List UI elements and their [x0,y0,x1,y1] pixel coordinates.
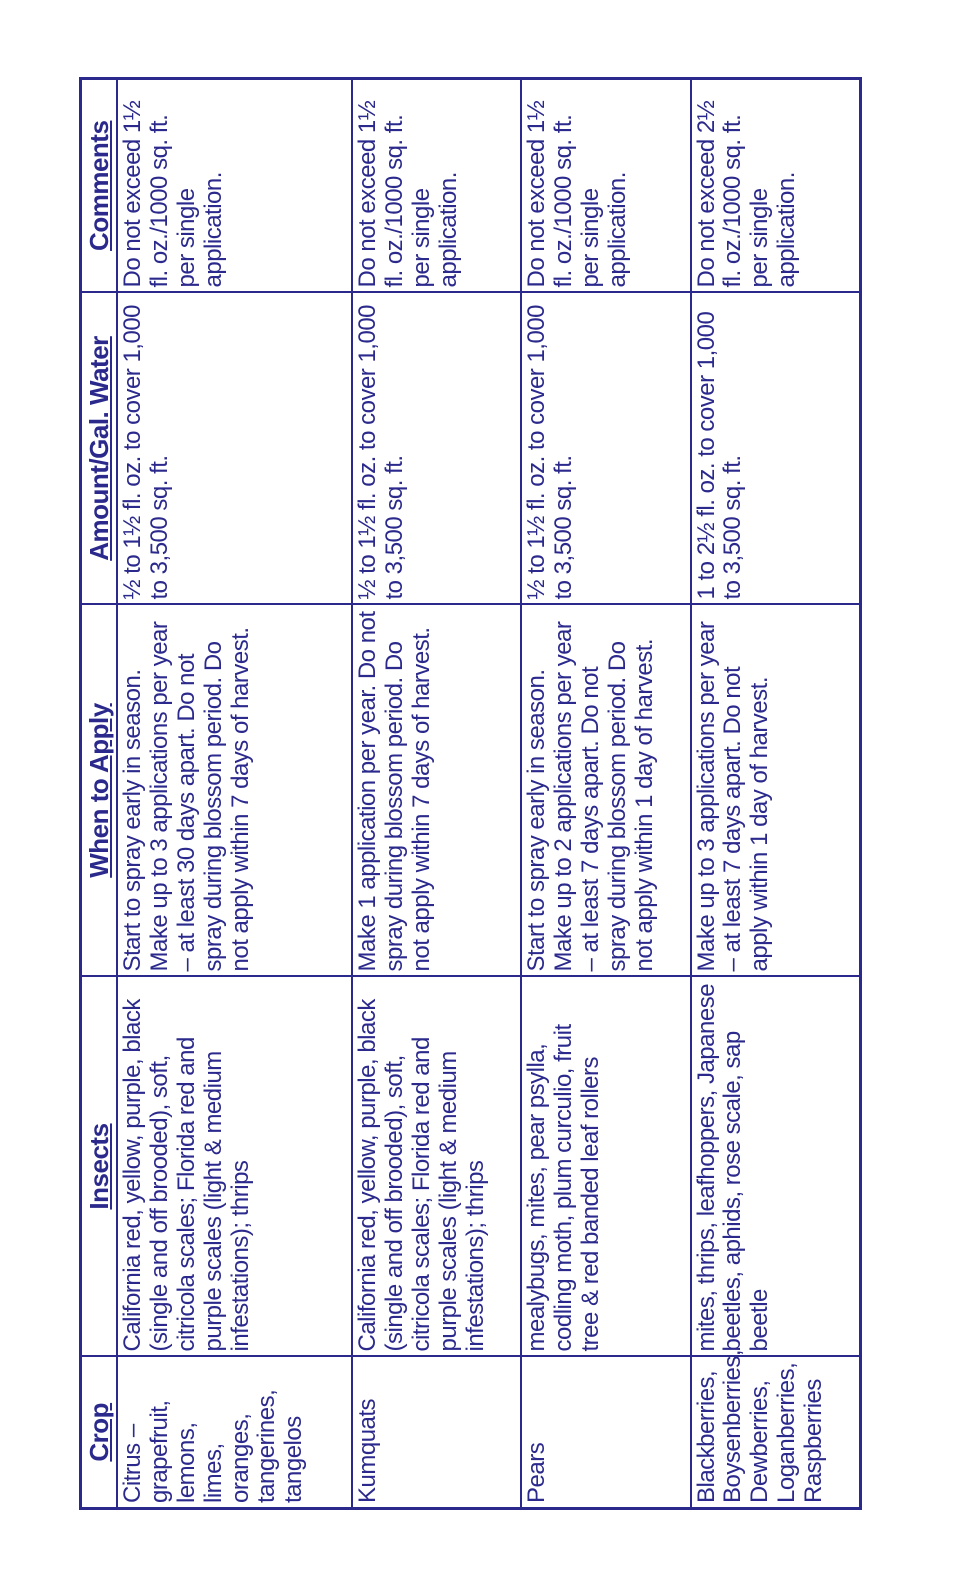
cell-comments: Do not exceed 1½ fl. oz./1000 sq. ft. per single application. [117,79,352,293]
cell-crop: Pears [521,1357,690,1509]
cell-amount: ½ to 1½ fl. oz. to cover 1,000 to 3,500 sq. ft. [521,293,690,605]
cell-amount: ½ to 1½ fl. oz. to cover 1,000 to 3,500 sq. ft. [352,293,521,605]
header-row [81,79,118,1509]
cell-when: Start to spray early in season. Make up to 2 applications per year – at least 7 days apart. Do not spray during blossom period. Do not apply within 1 day of harvest. [521,605,690,977]
table-row [352,79,521,1509]
cell-comments: Do not exceed 2½ fl. oz./1000 sq. ft. per single application. [691,79,861,293]
cell-crop: Kumquats [352,1357,521,1509]
header-comments: Comments [81,79,118,293]
cell-when: Make up to 3 applications per year – at least 7 days apart. Do not apply within 1 day of harvest. [691,605,861,977]
cell-insects: California red, yellow, purple, black (single and off brooded), soft, citricola scales; Florida red and purple scales (light & medium infestations); thrips [352,977,521,1357]
table-row [691,79,861,1509]
table-row [117,79,352,1509]
cell-when: Start to spray early in season. Make up to 3 applications per year – at least 30 days apart. Do not spray during blossom period. Do not apply within 7 days of harvest. [117,605,352,977]
header-when-to-apply: When to Apply [81,605,118,977]
header-insects: Insects [81,977,118,1357]
cell-crop: Citrus – grapefruit, lemons, limes, oranges, tangerines, tangelos [117,1357,352,1509]
cell-when: Make 1 application per year. Do not spray during blossom period. Do not apply within 7 days of harvest. [352,605,521,977]
cell-insects: mites, thrips, leafhoppers, Japanese beetles, aphids, rose scale, sap beetle [691,977,861,1357]
rotated-label-table [79,80,862,1510]
header-amount: Amount/Gal. Water [81,293,118,605]
cell-insects: California red, yellow, purple, black (single and off brooded), soft, citricola scales; Florida red and purple scales (light & medium infestations); thrips [117,977,352,1357]
header-crop: Crop [81,1357,118,1509]
cell-insects: mealybugs, mites, pear psylla, codling moth, plum curculio, fruit tree & red banded leaf rollers [521,977,690,1357]
cell-amount: ½ to 1½ fl. oz. to cover 1,000 to 3,500 sq. ft. [117,293,352,605]
cell-comments: Do not exceed 1½ fl. oz./1000 sq. ft. per single application. [352,79,521,293]
cell-comments: Do not exceed 1½ fl. oz./1000 sq. ft. per single application. [521,79,690,293]
application-table [79,77,862,1510]
table-row [521,79,690,1509]
cell-amount: 1 to 2½ fl. oz. to cover 1,000 to 3,500 sq. ft. [691,293,861,605]
cell-crop: Blackberries, Boysenberries, Dewberries, Loganberries, Raspberries [691,1357,861,1509]
